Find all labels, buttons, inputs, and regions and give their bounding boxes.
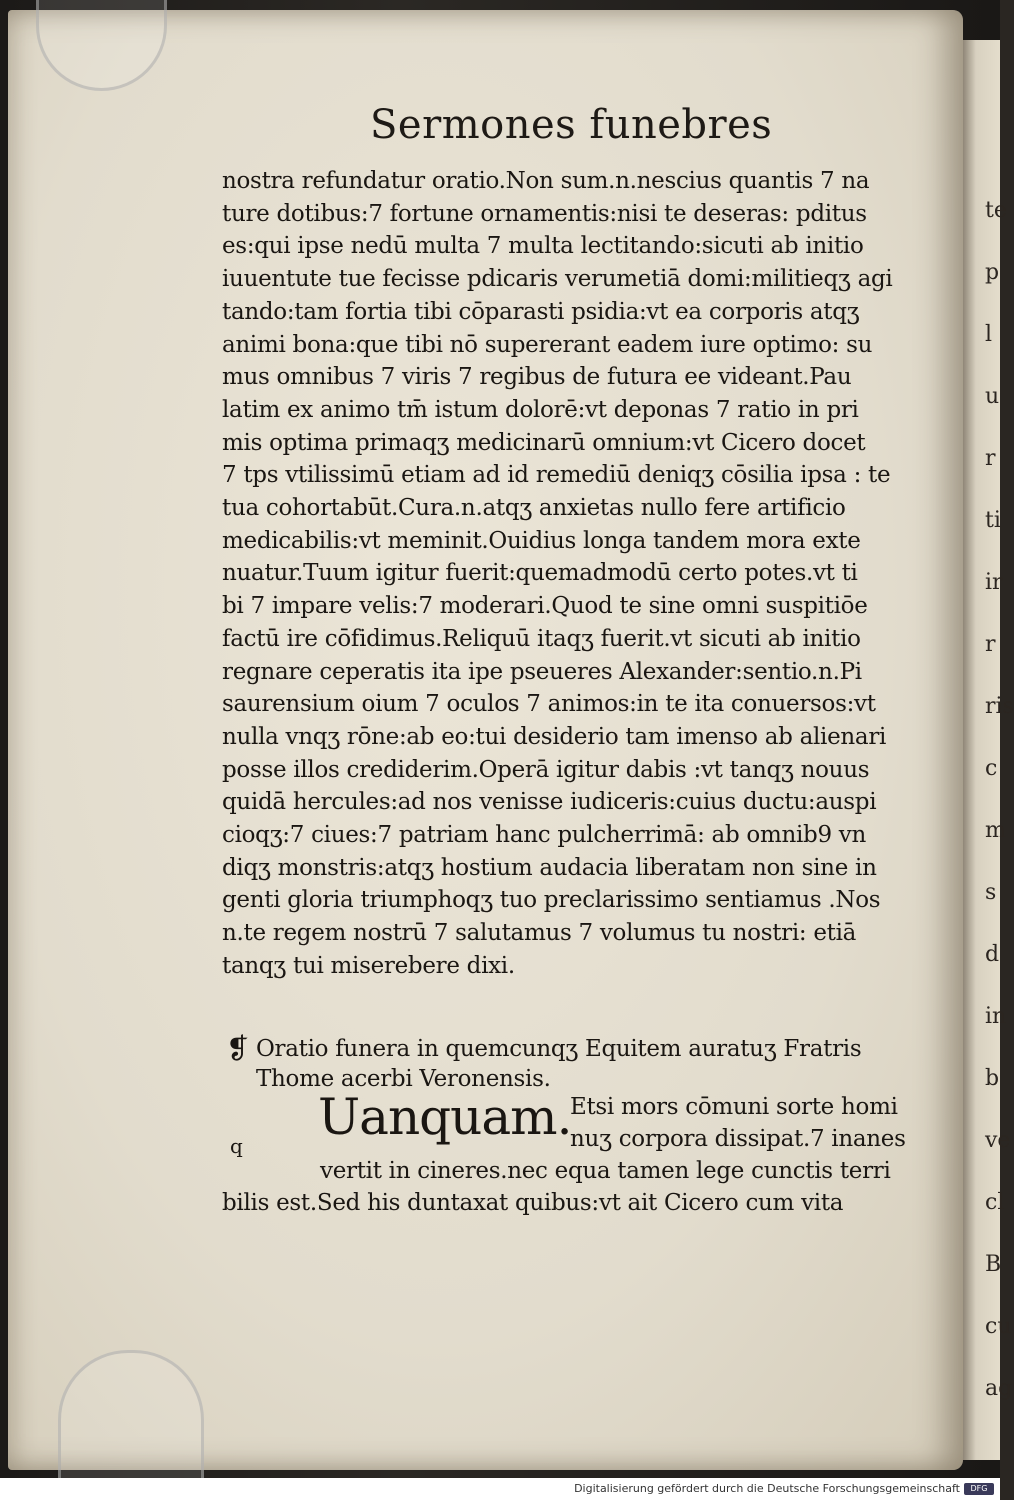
dfg-logo: DFG [964, 1483, 994, 1495]
text-line: tua cohortabūt.Cura.n.atqʒ anxietas nullo fere artificio [222, 495, 846, 521]
incipit-line: Etsi mors cōmuni sorte homi [570, 1094, 898, 1120]
opposing-page-fragment: r [985, 446, 996, 471]
opposing-page-fragment: in [985, 1004, 1007, 1029]
text-line: mis optima primaqʒ medicinarū omnium:vt Cicero docet [222, 429, 866, 456]
footer-credit: Digitalisierung gefördert durch die Deutsche Forschungsgemeinschaft [574, 1482, 960, 1495]
text-line: es:qui ipse nedū multa 7 multa lectitando:sicuti ab initio [222, 233, 864, 260]
text-line: cioqʒ:7 ciues:7 patriam hanc pulcherrimā: ab omnib9 vn [222, 822, 867, 848]
text-line: saurensium oium 7 oculos 7 animos:in te ita conuersos:vt [222, 691, 876, 718]
text-line: ture dotibus:7 fortune ornamentis:nisi te deseras: pditus [222, 200, 867, 227]
text-line: iuuentute tue fecisse pdicaris verumetiā domi:militieqʒ agi [222, 266, 893, 293]
opposing-page-fragment: ti [985, 508, 1001, 533]
incipit-line: nuʒ corpora dissipat.7 inanes [570, 1126, 906, 1152]
heading-line: Thome acerbi Veronensis. [256, 1066, 551, 1092]
text-line: factū ire cōfidimus.Reliquū itaqʒ fuerit.vt sicuti ab initio [222, 625, 861, 652]
opposing-page-fragment: l [985, 322, 993, 347]
opposing-page-fragment: cl [985, 1190, 1005, 1215]
text-line: nuatur.Tuum igitur fuerit:quemadmodū certo potes.vt ti [222, 560, 858, 587]
text-line: tando:tam fortia tibi cōparasti psidia:vt ea corporis atqʒ [222, 298, 860, 325]
text-line: quidā hercules:ad nos venisse iudiceris:cuius ductu:auspi [222, 789, 877, 816]
opposing-page-fragment: s [985, 880, 997, 905]
opposing-page-fragment: B [985, 1252, 1002, 1277]
text-line: tanqʒ tui miserebere dixi. [222, 952, 515, 979]
text-line: 7 tps vtilissimū etiam ad id remediū deniqʒ cōsilia ipsa : te [222, 462, 891, 489]
opposing-page-fragment: d [985, 942, 1000, 967]
text-line: genti gloria triumphoqʒ tuo preclarissimo sentiamus .Nos [222, 887, 881, 914]
page-clip-top [36, 0, 167, 91]
heading-line: Oratio funera in quemcunqʒ Equitem auratuʒ Fratris [256, 1036, 862, 1062]
footer-bar [0, 1478, 1000, 1500]
text-line: latim ex animo tm̄ istum dolorē:vt deponas 7 ratio in pri [222, 396, 859, 423]
page-clip-bottom [58, 1350, 204, 1496]
text-line: regnare ceperatis ita ipe pseueres Alexander:sentio.n.Pi [222, 658, 862, 685]
opposing-page-fragment: c [985, 756, 998, 781]
text-line: medicabilis:vt meminit.Ouidius longa tandem mora exte [222, 527, 861, 554]
opposing-page-fragment: ag [985, 1376, 1013, 1401]
paragraph-mark-icon: ❡ [226, 1032, 250, 1065]
text-line: diqʒ monstris:atqʒ hostium audacia liberatam non sine in [222, 854, 877, 881]
opposing-page-fragment: p [985, 260, 1000, 285]
signature-mark: q [230, 1134, 243, 1158]
text-line: mus omnibus 7 viris 7 regibus de futura ee videant.Pau [222, 364, 852, 391]
incipit-line: bilis est.Sed his duntaxat quibus:vt ait Cicero cum vita [222, 1190, 844, 1216]
opposing-page-edge [963, 40, 1014, 1460]
text-line: animi bona:que tibi nō supererant eadem iure optimo: su [222, 331, 873, 358]
opposing-page-fragment: te [985, 198, 1007, 223]
opposing-page-fragment: cu [985, 1314, 1012, 1339]
opposing-page-fragment: ir [985, 570, 1003, 595]
text-line: bi 7 impare velis:7 moderari.Quod te sine omni suspitiōe [222, 593, 868, 620]
text-line: n.te regem nostrū 7 salutamus 7 volumus tu nostri: etiā [222, 920, 857, 947]
text-line: nostra refundatur oratio.Non sum.n.nescius quantis 7 na [222, 168, 870, 194]
opposing-page-fragment: ris [985, 694, 1014, 719]
running-head: Sermones funebres [370, 102, 773, 148]
text-line: posse illos crediderim.Operā igitur dabis :vt tanqʒ nouus [222, 756, 870, 783]
opposing-page-fragment: m [985, 818, 1006, 843]
opposing-page-fragment: ve [985, 1128, 1011, 1153]
opposing-page-fragment: r [985, 632, 996, 657]
incipit-line: vertit in cineres.nec equa tamen lege cunctis terri [320, 1158, 891, 1184]
opposing-page-fragment: b [985, 1066, 1000, 1091]
text-line: nulla vnqʒ rōne:ab eo:tui desiderio tam imenso ab alienari [222, 723, 887, 750]
opposing-page-fragment: u [985, 384, 1000, 409]
incipit-word: Uanquam. [318, 1088, 572, 1146]
